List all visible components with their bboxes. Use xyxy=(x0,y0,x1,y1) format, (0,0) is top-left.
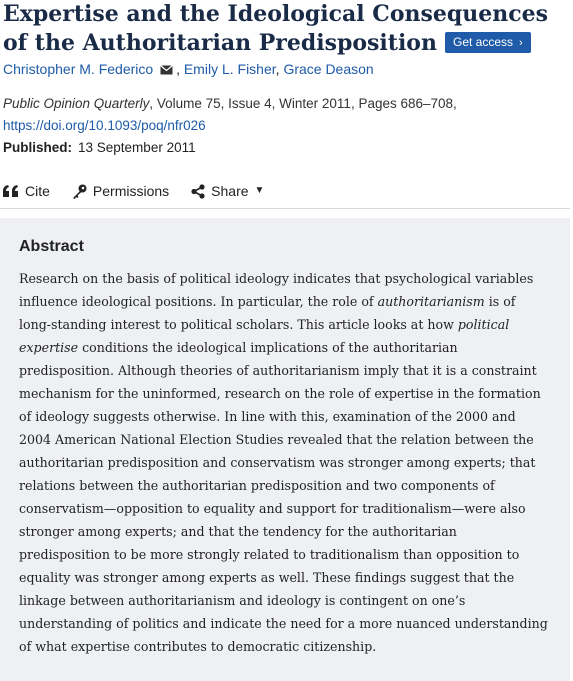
author-link-deason[interactable]: Grace Deason xyxy=(283,61,374,77)
author-separator: , xyxy=(176,61,180,77)
share-label: Share xyxy=(211,183,249,199)
get-access-button[interactable] xyxy=(445,32,531,53)
abstract-heading: Abstract xyxy=(19,238,84,255)
author-link-federico[interactable]: Christopher M. Federico xyxy=(3,61,154,77)
abstract-emphasis-1: authoritarianism xyxy=(377,294,485,309)
article-title-text: Expertise and the Ideological Consequences of the Authoritarian Predisposition xyxy=(3,1,549,56)
cite-label: Cite xyxy=(25,183,50,199)
get-access-label: Get access xyxy=(452,35,514,49)
caret-down-icon: ▼ xyxy=(254,185,265,196)
article-toolbar xyxy=(3,180,264,202)
author-link-fisher[interactable]: Emily L. Fisher xyxy=(183,61,276,77)
cite-button[interactable] xyxy=(3,180,50,202)
abstract-section xyxy=(0,218,570,681)
share-button[interactable] xyxy=(191,180,264,202)
permissions-label: Permissions xyxy=(92,183,170,199)
citation-details: , Volume 75, Issue 4, Winter 2011, Pages 686–708, xyxy=(149,96,457,111)
abstract-text-3: conditions the ideological implications of the authoritarian predisposition. Although theories of authoritarianism imply that it is a constraint mechanism for the uninformed, research on the role of expertise in the formation of ideology suggests otherwise. In line with this, examination of the 2000 and 2004 American National Election Studies revealed that the relation between the authoritarian predisposition and conservatism was stronger among experts; that relations between the authoritarian predisposition and two components of conservatism—opposition to equality and support for traditionalism—were also stronger among experts; and that the tendency for the authoritarian predisposition to be more strongly related to traditionalism than opposition to equality was stronger among experts as well. These findings suggest that the linkage between authoritarianism and ideology is contingent on one’s understanding of politics and indicate the need for a more nuanced understanding of what expertise contributes to democratic citizenship. xyxy=(19,340,548,654)
doi-link[interactable]: https://doi.org/10.1093/poq/nfr026 xyxy=(3,118,206,133)
mail-icon[interactable] xyxy=(160,61,173,79)
divider xyxy=(0,208,570,209)
citation-block xyxy=(3,93,563,137)
key-icon xyxy=(72,184,87,199)
abstract-emphasis-2: political expertise xyxy=(19,317,510,355)
journal-name: Public Opinion Quarterly xyxy=(3,96,150,111)
abstract-text-2: is of long-standing interest to political scholars. This article looks at how xyxy=(19,294,516,332)
author-list xyxy=(3,60,374,79)
published-label: Published: xyxy=(3,140,73,155)
article-title xyxy=(3,0,563,58)
abstract-body xyxy=(19,267,549,658)
quote-icon xyxy=(3,185,19,197)
author-separator: , xyxy=(275,61,280,77)
published-date: 13 September 2011 xyxy=(78,140,196,155)
chevron-right-icon: › xyxy=(519,37,523,49)
abstract-text-1: Research on the basis of political ideology indicates that psychological variables influence ideological positions. In particular, the role of xyxy=(19,271,534,309)
share-icon xyxy=(191,184,205,199)
permissions-button[interactable] xyxy=(72,180,169,202)
published-line xyxy=(3,138,196,158)
